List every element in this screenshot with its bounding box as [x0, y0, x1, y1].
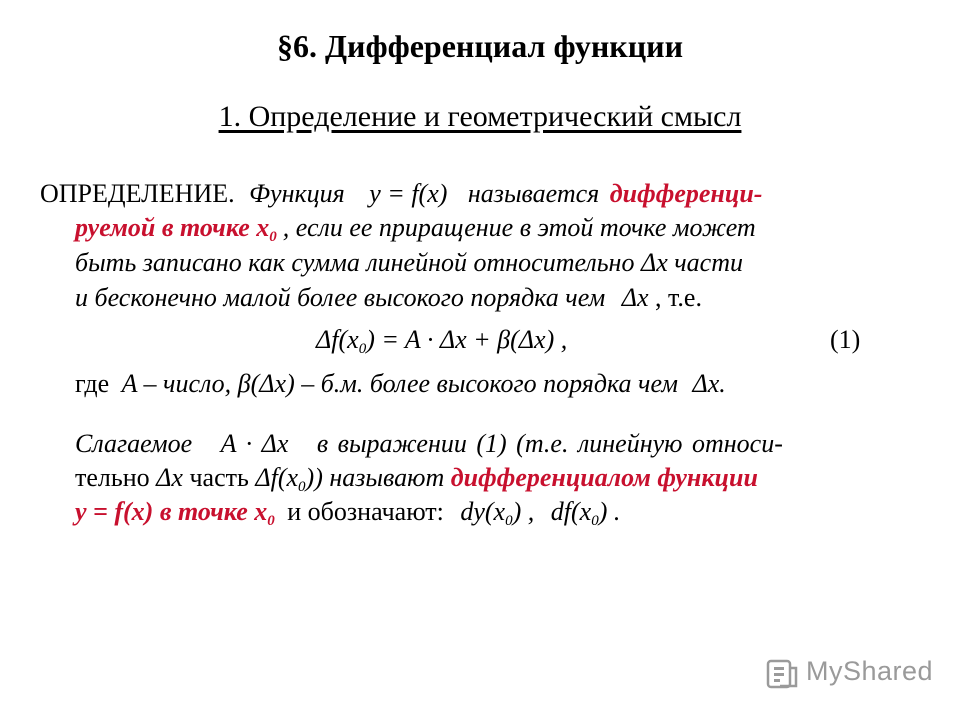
paragraph-2-text-part: часть	[189, 463, 249, 492]
paragraph-2-dy	[460, 497, 535, 529]
paragraph-2-df-subscript: 0	[298, 479, 306, 495]
paragraph-2-df2	[550, 497, 621, 529]
watermark-text: MyShared	[806, 656, 934, 686]
definition-line-4-text: и бесконечно малой более высокого порядка чем	[75, 283, 606, 312]
definition-line-2	[75, 212, 756, 244]
paragraph-2-term-part1: дифференциалом функции	[450, 463, 758, 492]
definition-term-part1: дифференци-	[609, 179, 763, 208]
definition-formula-y: y = f(x)	[369, 179, 448, 208]
paragraph-2-df2-close: ) .	[598, 497, 621, 526]
paragraph-2-df2-subscript: 0	[591, 513, 599, 529]
paragraph-2-dy-close: ) ,	[512, 497, 535, 526]
definition-text-called: называется	[467, 179, 600, 208]
definition-lead: ОПРЕДЕЛЕНИЕ.	[40, 179, 235, 208]
definition-term-part2-text: руемой в точке x	[75, 213, 270, 242]
definition-line-4-dx: Δx	[621, 283, 649, 312]
paragraph-2-line-1: Слагаемое A · Δx в выражении (1) (т.е. линейную относи-	[75, 429, 783, 458]
paragraph-2-df2-text: df(x	[550, 497, 592, 526]
watermark	[766, 656, 934, 692]
equation-lhs-a: Δf(x	[316, 325, 359, 354]
definition-line-4	[75, 282, 702, 314]
definition-term-subscript: 0	[269, 229, 277, 245]
paragraph-2-df-text: Δf(x	[255, 463, 299, 492]
definition-line-2-rest: , если ее приращение в этой точке может	[282, 213, 756, 242]
equation-lhs-subscript: 0	[358, 341, 367, 357]
where-line	[75, 368, 726, 400]
where-dx: Δx.	[692, 369, 726, 398]
paragraph-2-called: называют	[329, 463, 445, 492]
equation-number: (1)	[830, 325, 861, 354]
definition-line-3: быть записано как сумма линейной относительно Δx части	[75, 248, 743, 277]
where-beta: β(Δx) – б.м. более высокого порядка чем	[237, 369, 678, 398]
equation-rest: ) = A · Δx + β(Δx) ,	[366, 325, 568, 354]
paragraph-2-dx: Δx	[156, 463, 183, 492]
paragraph-2-df-close: ))	[305, 463, 323, 492]
equation-1	[316, 325, 567, 355]
paragraph-2-term-part2	[75, 497, 275, 529]
section-subtitle	[0, 100, 960, 134]
where-word: где	[75, 369, 110, 398]
paragraph-2-line-3	[75, 496, 620, 528]
paragraph-2-dy-subscript: 0	[505, 513, 513, 529]
page-title: §6. Дифференциал функции	[276, 28, 683, 64]
where-a-number: A – число,	[121, 369, 232, 398]
myshared-logo-icon	[766, 658, 798, 690]
paragraph-2-line-2	[75, 462, 758, 494]
definition-line-4-ie: , т.е.	[655, 283, 702, 312]
paragraph-2-dy-text: dy(x	[460, 497, 506, 526]
section-subtitle-text: 1. Определение и геометрический смысл	[218, 100, 742, 133]
paragraph-2-df	[255, 463, 323, 495]
definition-term-part2	[75, 213, 277, 245]
paragraph-2-text-a: тельно	[75, 463, 150, 492]
paragraph-2-notation-intro: и обозначают:	[287, 497, 444, 526]
paragraph-2-term-part2-text: y = f(x) в точке x	[75, 497, 268, 526]
paragraph-2-term-subscript: 0	[267, 513, 275, 529]
definition-line-1	[40, 178, 762, 210]
definition-text-function: Функция	[249, 179, 345, 208]
